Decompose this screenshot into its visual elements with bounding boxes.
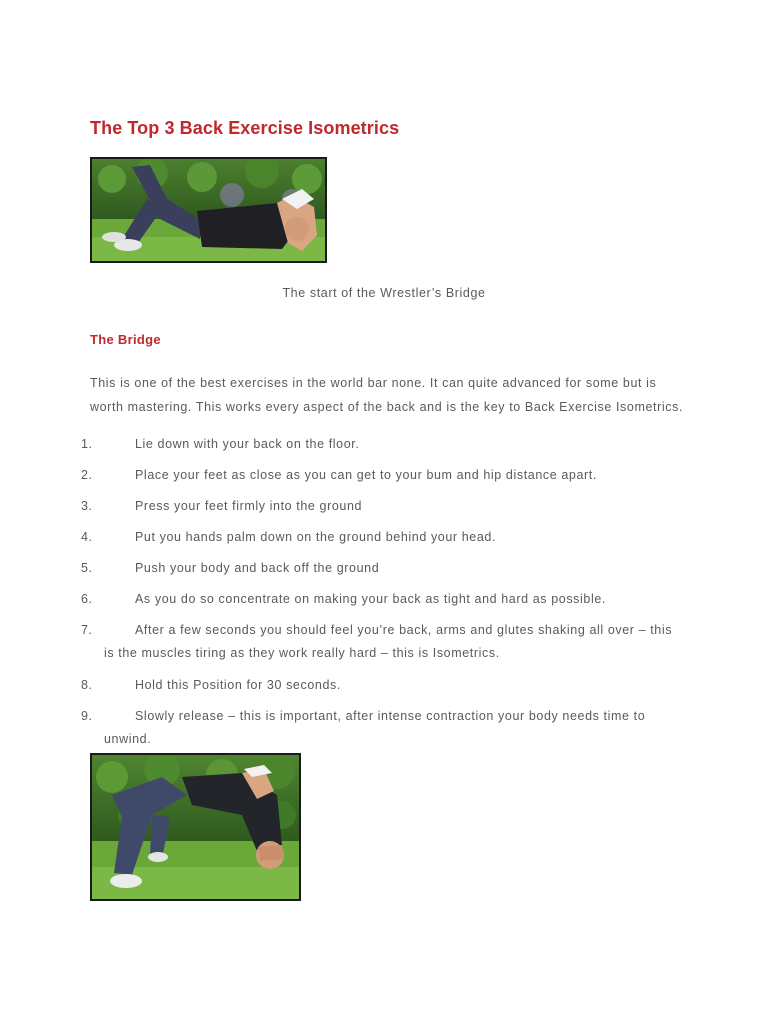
wrestlers-bridge-photo: [90, 753, 301, 901]
step-text: Hold this Position for 30 seconds.: [135, 678, 341, 692]
list-item: [0, 588, 768, 619]
step-number: 5.: [81, 561, 93, 575]
step-number: 1.: [81, 437, 93, 451]
step-text: Press your feet firmly into the ground: [135, 499, 363, 513]
page-title: The Top 3 Back Exercise Isometrics: [90, 118, 400, 138]
section-heading: The Bridge: [90, 332, 161, 347]
person-lying-on-grass-icon: [92, 159, 325, 261]
step-text: Lie down with your back on the floor.: [135, 437, 360, 451]
step-text: Put you hands palm down on the ground behind your head.: [135, 530, 497, 544]
step-text: Place your feet as close as you can get to your bum and hip distance apart.: [135, 468, 597, 482]
step-text: Slowly release – this is important, after intense contraction your body needs time to unwind.: [104, 709, 646, 746]
step-number: 9.: [81, 709, 93, 723]
steps-list: [0, 433, 768, 760]
step-text: After a few seconds you should feel you’re back, arms and glutes shaking all over – this is the muscles tiring as they work really hard – this is Isometrics.: [104, 623, 673, 660]
step-number: 2.: [81, 468, 93, 482]
list-item: [0, 674, 768, 705]
list-item: [0, 464, 768, 495]
step-number: 6.: [81, 592, 93, 606]
list-item: [0, 705, 768, 760]
list-item: [0, 495, 768, 526]
list-item: [0, 557, 768, 588]
photo-caption: The start of the Wrestler’s Bridge: [282, 286, 486, 300]
step-number: 4.: [81, 530, 93, 544]
list-item: [0, 433, 768, 464]
list-item: [0, 619, 768, 674]
step-text: Push your body and back off the ground: [135, 561, 380, 575]
list-item: [0, 526, 768, 557]
wrestlers-bridge-start-photo: [90, 157, 327, 263]
person-wrestlers-bridge-icon: [92, 755, 299, 899]
step-number: 7.: [81, 623, 93, 637]
step-number: 8.: [81, 678, 93, 692]
step-text: As you do so concentrate on making your back as tight and hard as possible.: [135, 592, 606, 606]
intro-paragraph: This is one of the best exercises in the world bar none. It can quite advanced for some but is worth mastering. This works every aspect of the back and is the key to Back Exercise Isometrics.: [90, 376, 683, 414]
step-number: 3.: [81, 499, 93, 513]
